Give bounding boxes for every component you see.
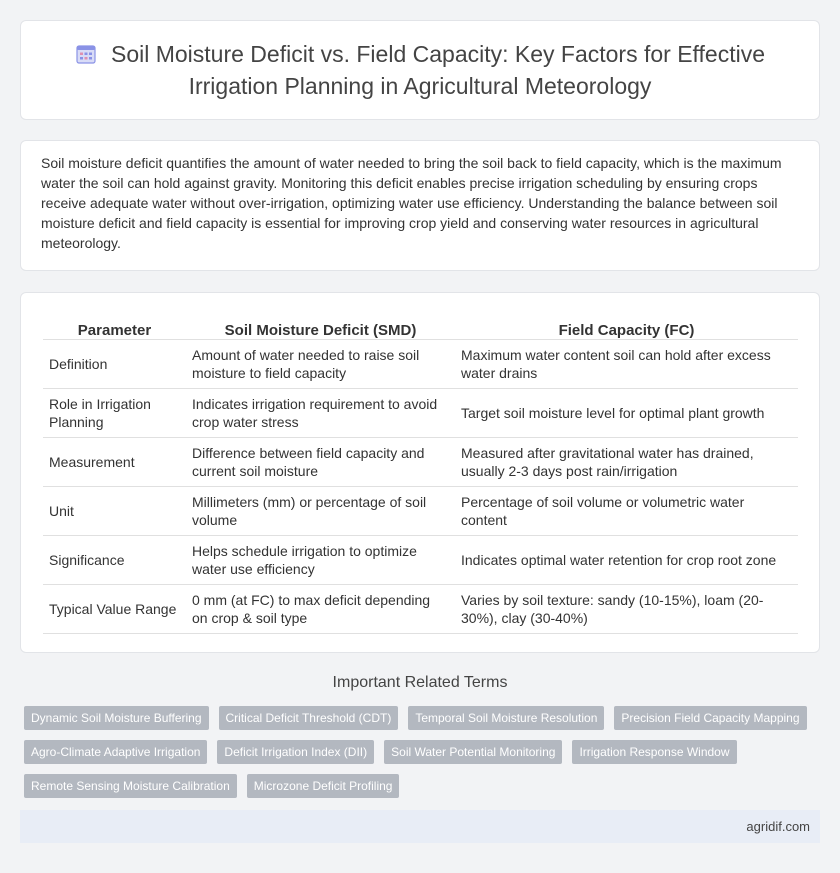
table-row: [43, 389, 798, 438]
row-fc-value: Indicates optimal water retention for crop root zone: [455, 536, 798, 585]
table-row: [43, 340, 798, 389]
table-header-smd: Soil Moisture Deficit (SMD): [186, 313, 455, 340]
row-smd-value: Helps schedule irrigation to optimize water use efficiency: [186, 536, 455, 585]
row-parameter: Unit: [43, 487, 186, 536]
comparison-table-card: [20, 292, 820, 653]
related-term-tag[interactable]: Soil Water Potential Monitoring: [384, 740, 562, 764]
intro-paragraph: Soil moisture deficit quantifies the amount of water needed to bring the soil back to field capacity, which is the maximum water the soil can hold against gravity. Monitoring this deficit enables precise irrigation scheduling by ensuring crops receive adequate water without over-irrigation, optimizing water use efficiency. Understanding the balance between soil moisture deficit and field capacity is essential for improving crop yield and conserving water resources in agricultural meteorology.: [41, 155, 782, 251]
table-header-row: [43, 313, 798, 340]
row-smd-value: Difference between field capacity and current soil moisture: [186, 438, 455, 487]
row-parameter: Significance: [43, 536, 186, 585]
table-header-parameter: Parameter: [43, 313, 186, 340]
row-fc-value: Maximum water content soil can hold after excess water drains: [455, 340, 798, 389]
row-fc-value: Target soil moisture level for optimal plant growth: [455, 389, 798, 438]
row-parameter: Role in Irrigation Planning: [43, 389, 186, 438]
intro-card: [20, 140, 820, 271]
table-row: [43, 487, 798, 536]
footer-site-link[interactable]: agridif.com: [746, 819, 810, 834]
related-term-tag[interactable]: Precision Field Capacity Mapping: [614, 706, 806, 730]
related-term-tag[interactable]: Dynamic Soil Moisture Buffering: [24, 706, 209, 730]
related-term-tag[interactable]: Critical Deficit Threshold (CDT): [219, 706, 399, 730]
page-title-text: Soil Moisture Deficit vs. Field Capacity: Key Factors for Effective Irrigation Planning in Agricultural Meteorology: [110, 40, 766, 99]
table-header-fc: Field Capacity (FC): [455, 313, 798, 340]
row-smd-value: 0 mm (at FC) to max deficit depending on crop & soil type: [186, 585, 455, 634]
related-term-tag[interactable]: Agro-Climate Adaptive Irrigation: [24, 740, 207, 764]
row-fc-value: Percentage of soil volume or volumetric water content: [455, 487, 798, 536]
page-title: [55, 40, 785, 101]
comparison-table: [43, 313, 798, 634]
footer: [20, 810, 820, 843]
row-parameter: Typical Value Range: [43, 585, 186, 634]
row-fc-value: Measured after gravitational water has drained, usually 2-3 days post rain/irrigation: [455, 438, 798, 487]
row-smd-value: Indicates irrigation requirement to avoid crop water stress: [186, 389, 455, 438]
row-fc-value: Varies by soil texture: sandy (10-15%), loam (20-30%), clay (30-40%): [455, 585, 798, 634]
table-row: [43, 585, 798, 634]
related-term-tag[interactable]: Microzone Deficit Profiling: [247, 774, 400, 798]
related-terms-tags: [24, 706, 814, 798]
row-smd-value: Amount of water needed to raise soil moisture to field capacity: [186, 340, 455, 389]
header-card: [20, 20, 820, 120]
row-parameter: Measurement: [43, 438, 186, 487]
related-term-tag[interactable]: Deficit Irrigation Index (DII): [217, 740, 374, 764]
row-parameter: Definition: [43, 340, 186, 389]
table-row: [43, 438, 798, 487]
row-smd-value: Millimeters (mm) or percentage of soil volume: [186, 487, 455, 536]
calendar-grid-icon: [75, 43, 97, 72]
related-term-tag[interactable]: Temporal Soil Moisture Resolution: [408, 706, 604, 730]
related-term-tag[interactable]: Irrigation Response Window: [572, 740, 736, 764]
related-terms-title: Important Related Terms: [332, 674, 508, 691]
table-row: [43, 536, 798, 585]
related-term-tag[interactable]: Remote Sensing Moisture Calibration: [24, 774, 237, 798]
